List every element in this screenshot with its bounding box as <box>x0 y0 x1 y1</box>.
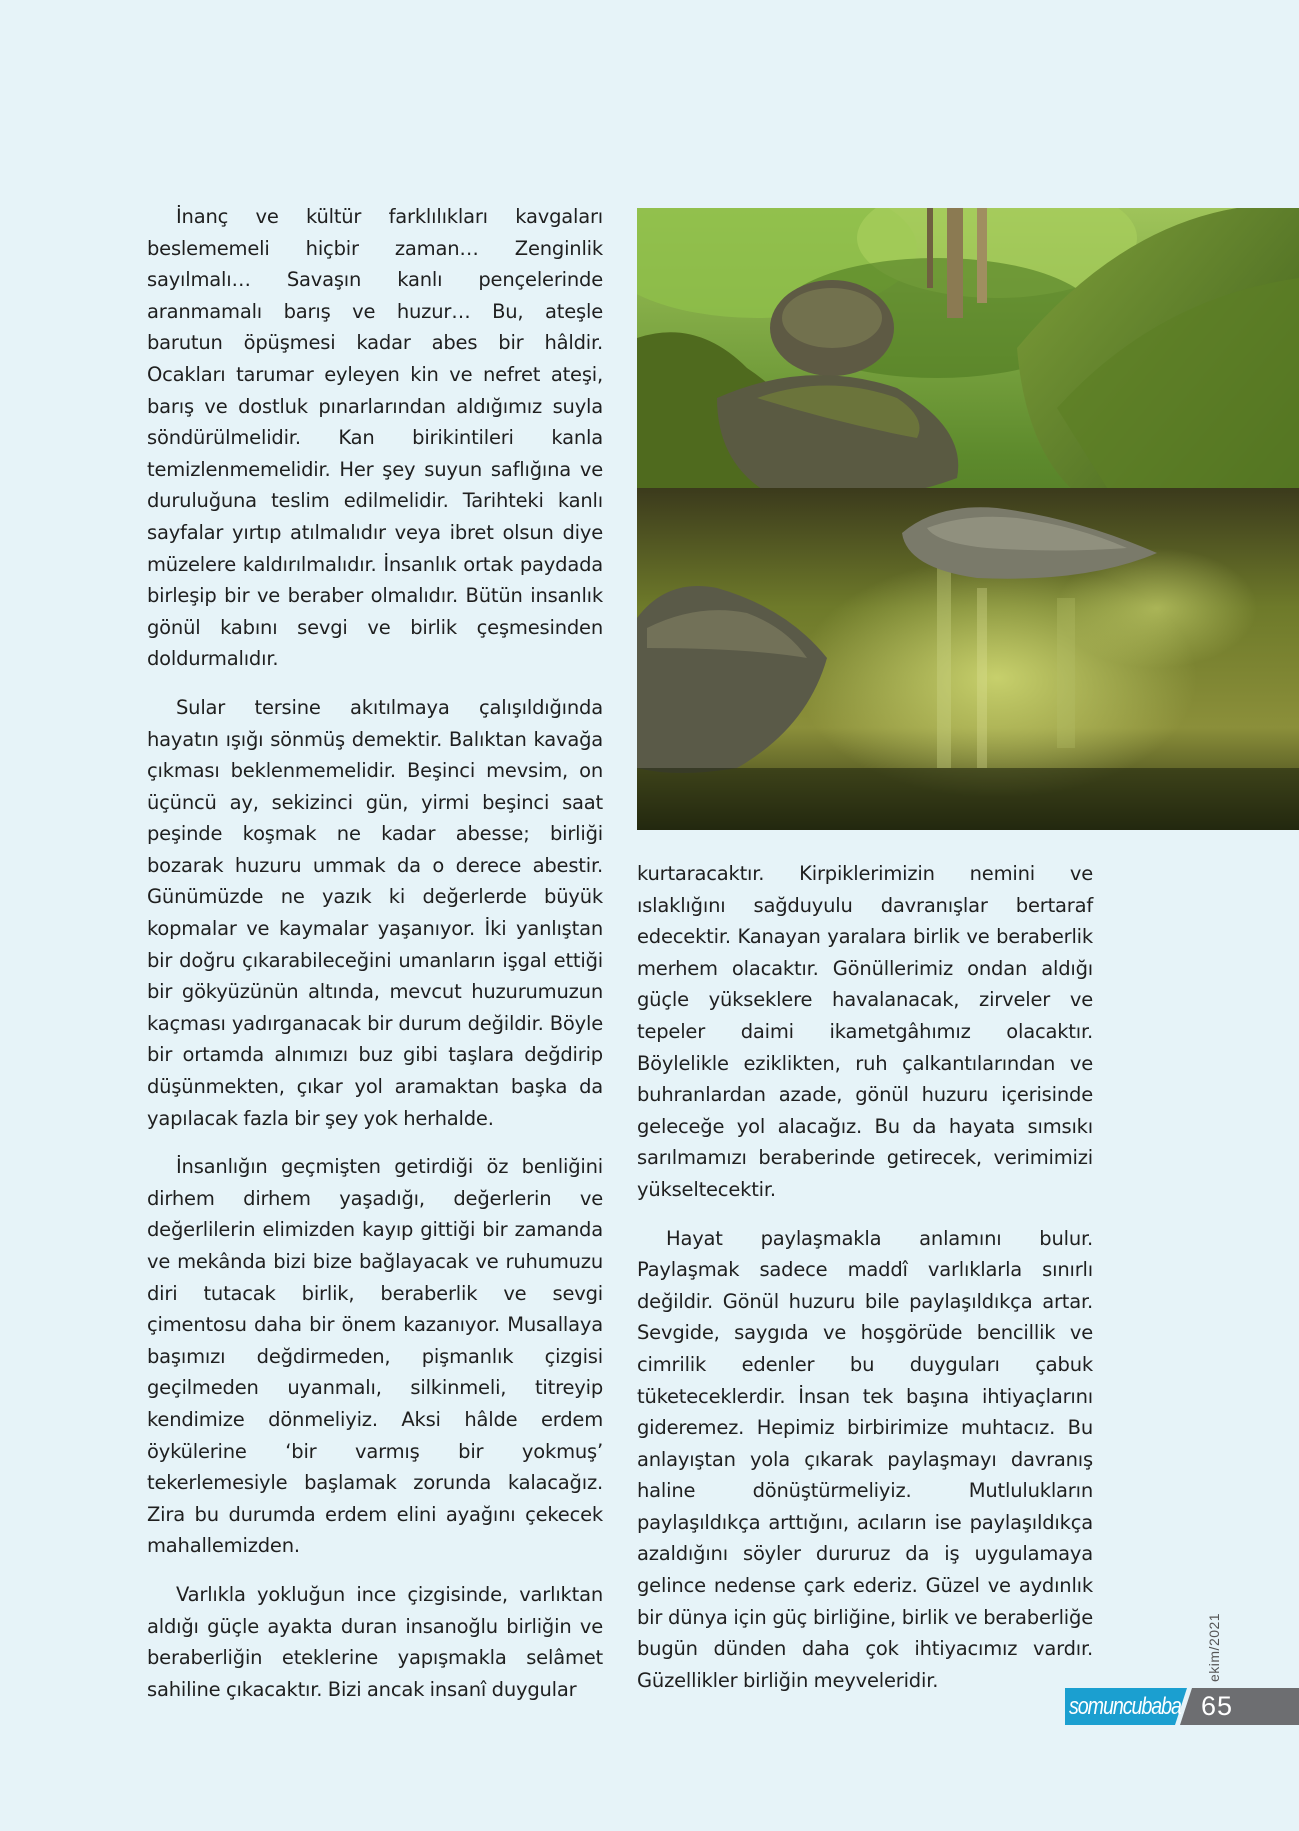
paragraph: Hayat paylaşmakla anlamını bulur. Paylaşmak sadece maddî varlıklarla sınırlı değildir. Gönül huzuru bile paylaşıldıkça artar. Sevgide, saygıda ve hoşgörüde bencillik ve cimrilik edenler bu duyguları çabuk tüketeceklerdir. İnsan tek başına ihtiyaçlarını gideremez. Hepimiz birbirimize muhtacız. Bu anlayıştan yola çıkarak paylaşmayı davranış haline dönüştürmeliyiz. Mutlulukların paylaşıldıkça arttığını, acıların ise paylaşıldıkça azaldığını söyler dururuz da iş uygulamaya gelince nedense çark ederiz. Güzel ve aydınlık bir dünya için güç birliğine, birlik ve beraberliğe bugün dünden daha çok ihtiyacımız vardır. Güzellikler birliğin meyveleridir. <box>637 1226 1093 1692</box>
forest-stream-photo <box>637 208 1299 830</box>
issue-date: ekim/2021 <box>1206 1612 1222 1682</box>
paragraph: İnanç ve kültür farklılıkları kavgaları beslememeli hiçbir zaman… Zenginlik sayılmalı… Savaşın kanlı pençelerinde aranmamalı barış ve huzur… Bu, ateşle barutun öpüşmesi kadar abes bir hâldir. Ocakları tarumar eyleyen kin ve nefret ateşi, barış ve dostluk pınarlarından aldığımız suyla söndürülmelidir. Kan birikintileri kanla temizlenmemelidir. Her şey suyun saflığına ve duruluğuna teslim edilmelidir. Tarihteki kanlı sayfalar yırtıp atılmalıdır veya ibret olsun diye müzelere kaldırılmalıdır. İnsanlık ortak paydada birleşip bir ve beraber olmalıdır. Bütün insanlık gönül kabını sevgi ve birlik çeşmesinden doldurmalıdır. <box>147 205 603 671</box>
article-column-right <box>637 858 1093 1713</box>
magazine-brand: somuncubaba <box>1069 1693 1181 1720</box>
paragraph: Varlıkla yokluğun ince çizgisinde, varlıktan aldığı güçle ayakta duran insanoğlu birliğin ve beraberliğin eteklerine yapışmakla selâmet sahiline çıkacaktır. Bizi ancak insanî duygular <box>147 1582 603 1701</box>
page-number: 65 <box>1201 1691 1234 1721</box>
paragraph: kurtaracaktır. Kirpiklerimizin nemini ve ıslaklığını sağduyulu davranışlar bertaraf edecektir. Kanayan yaralara birlik ve beraberlik merhem olacaktır. Gönüllerimiz ondan aldığı güçle yükseklere havalanacak, zirveler ve tepeler daimi ikametgâhımız olacaktır. Böylelikle eziklikten, ruh çalkantılarından ve buhranlardan azade, gönül huzuru içerisinde geleceğe yol alacağız. Bu da hayata sımsıkı sarılmamızı beraberinde getirecek, verimimizi yükseltecektir. <box>637 862 1093 1201</box>
article-column-left <box>147 201 603 1722</box>
page-footer <box>1065 1688 1299 1725</box>
paragraph: Sular tersine akıtılmaya çalışıldığında hayatın ışığı sönmüş demektir. Balıktan kavağa çıkması beklenmemelidir. Beşinci mevsim, on üçüncü ay, sekizinci gün, yirmi beşinci saat peşinde koşmak ne kadar abesse; birliği bozarak huzuru ummak da o derece abestir. Günümüzde ne yazık ki değerlerde büyük kopmalar ve kaymalar yaşanıyor. İki yanlıştan bir doğru çıkarabileceğini umanların işgal ettiği bir gökyüzünün altında, mevcut huzurumuzun kaçması yadırganacak bir durum değildir. Böyle bir ortamda alnımızı buz gibi taşlara değdirip düşünmekten, çıkar yol aramaktan başka da yapılacak fazla bir şey yok herhalde. <box>147 695 603 1130</box>
paragraph: İnsanlığın geçmişten getirdiği öz benliğini dirhem dirhem yaşadığı, değerlerin ve değerlilerin elimizden kayıp gittiği bir zamanda ve mekânda bizi bize bağlayacak ve ruhumuzu diri tutacak birlik, beraberlik ve sevgi çimentosu daha bir önem kazanıyor. Musallaya başımızı değdirmeden, pişmanlık çizgisi geçilmeden uyanmalı, silkinmeli, titreyip kendimize dönmeliyiz. Aksi hâlde erdem öykülerine ‘bir varmış bir yokmuş’ tekerlemesiyle başlamak zorunda kalacağız. Zira bu durumda erdem elini ayağını çekecek mahallemizden. <box>147 1155 603 1558</box>
